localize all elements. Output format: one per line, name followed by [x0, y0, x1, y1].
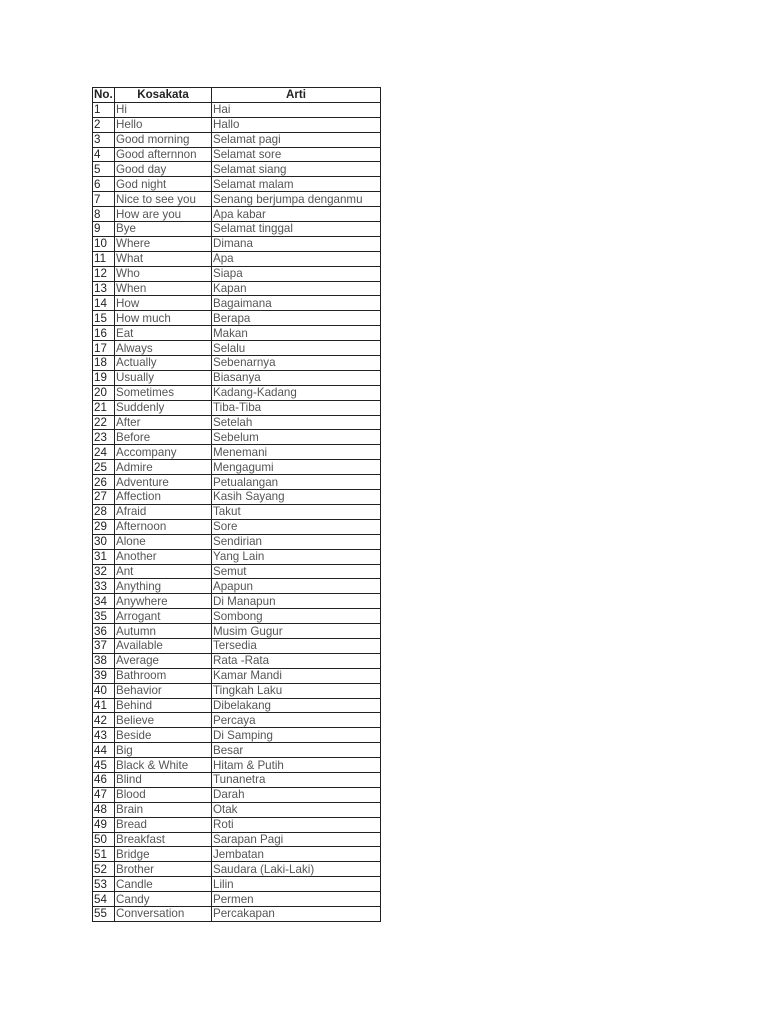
row-number: 53 — [93, 877, 115, 892]
row-number: 21 — [93, 400, 115, 415]
kosakata-cell: Always — [115, 341, 212, 356]
row-number: 29 — [93, 519, 115, 534]
arti-cell: Kadang-Kadang — [212, 385, 381, 400]
row-number: 46 — [93, 772, 115, 787]
vocabulary-sheet — [92, 87, 381, 922]
kosakata-cell: Another — [115, 549, 212, 564]
arti-cell: Apa kabar — [212, 207, 381, 222]
row-number: 10 — [93, 236, 115, 251]
kosakata-cell: Actually — [115, 356, 212, 371]
table-row — [93, 430, 381, 445]
row-number: 39 — [93, 668, 115, 683]
kosakata-cell: Big — [115, 743, 212, 758]
row-number: 33 — [93, 579, 115, 594]
table-row — [93, 207, 381, 222]
table-row — [93, 594, 381, 609]
row-number: 5 — [93, 162, 115, 177]
table-row — [93, 847, 381, 862]
arti-cell: Biasanya — [212, 370, 381, 385]
arti-cell: Apa — [212, 251, 381, 266]
arti-cell: Di Samping — [212, 728, 381, 743]
kosakata-cell: Behavior — [115, 683, 212, 698]
row-number: 14 — [93, 296, 115, 311]
arti-cell: Selamat siang — [212, 162, 381, 177]
arti-cell: Sore — [212, 519, 381, 534]
table-row — [93, 534, 381, 549]
kosakata-cell: Candy — [115, 892, 212, 907]
arti-cell: Setelah — [212, 415, 381, 430]
table-row — [93, 743, 381, 758]
table-row — [93, 758, 381, 773]
arti-cell: Di Manapun — [212, 594, 381, 609]
arti-cell: Hai — [212, 102, 381, 117]
table-row — [93, 475, 381, 490]
arti-cell: Permen — [212, 892, 381, 907]
row-number: 6 — [93, 177, 115, 192]
kosakata-cell: Good day — [115, 162, 212, 177]
table-row — [93, 311, 381, 326]
table-row — [93, 370, 381, 385]
arti-cell: Kapan — [212, 281, 381, 296]
arti-cell: Makan — [212, 326, 381, 341]
row-number: 17 — [93, 341, 115, 356]
table-row — [93, 713, 381, 728]
table-row — [93, 132, 381, 147]
row-number: 2 — [93, 117, 115, 132]
table-row — [93, 906, 381, 921]
row-number: 8 — [93, 207, 115, 222]
kosakata-cell: Where — [115, 236, 212, 251]
table-row — [93, 341, 381, 356]
kosakata-cell: Alone — [115, 534, 212, 549]
kosakata-cell: How much — [115, 311, 212, 326]
kosakata-cell: Arrogant — [115, 609, 212, 624]
kosakata-cell: Hello — [115, 117, 212, 132]
table-row — [93, 817, 381, 832]
table-row — [93, 162, 381, 177]
table-row — [93, 192, 381, 207]
table-row — [93, 222, 381, 237]
table-row — [93, 832, 381, 847]
row-number: 40 — [93, 683, 115, 698]
row-number: 4 — [93, 147, 115, 162]
table-row — [93, 460, 381, 475]
row-number: 7 — [93, 192, 115, 207]
arti-cell: Takut — [212, 504, 381, 519]
kosakata-cell: God night — [115, 177, 212, 192]
table-row — [93, 787, 381, 802]
arti-cell: Petualangan — [212, 475, 381, 490]
kosakata-cell: Bathroom — [115, 668, 212, 683]
row-number: 50 — [93, 832, 115, 847]
arti-cell: Percaya — [212, 713, 381, 728]
kosakata-cell: Average — [115, 653, 212, 668]
table-row — [93, 117, 381, 132]
arti-cell: Selamat sore — [212, 147, 381, 162]
arti-cell: Sebelum — [212, 430, 381, 445]
table-row — [93, 877, 381, 892]
arti-cell: Kasih Sayang — [212, 490, 381, 505]
kosakata-cell: Candle — [115, 877, 212, 892]
arti-cell: Sarapan Pagi — [212, 832, 381, 847]
arti-cell: Selalu — [212, 341, 381, 356]
column-header-arti: Arti — [212, 88, 381, 103]
arti-cell: Semut — [212, 564, 381, 579]
row-number: 42 — [93, 713, 115, 728]
arti-cell: Besar — [212, 743, 381, 758]
kosakata-cell: Behind — [115, 698, 212, 713]
table-row — [93, 638, 381, 653]
row-number: 12 — [93, 266, 115, 281]
table-row — [93, 698, 381, 713]
row-number: 38 — [93, 653, 115, 668]
table-row — [93, 653, 381, 668]
table-body — [93, 102, 381, 921]
row-number: 55 — [93, 906, 115, 921]
row-number: 36 — [93, 624, 115, 639]
row-number: 26 — [93, 475, 115, 490]
row-number: 20 — [93, 385, 115, 400]
arti-cell: Sombong — [212, 609, 381, 624]
table-row — [93, 802, 381, 817]
arti-cell: Yang Lain — [212, 549, 381, 564]
kosakata-cell: Eat — [115, 326, 212, 341]
table-row — [93, 892, 381, 907]
row-number: 43 — [93, 728, 115, 743]
arti-cell: Dibelakang — [212, 698, 381, 713]
kosakata-cell: Autumn — [115, 624, 212, 639]
kosakata-cell: Suddenly — [115, 400, 212, 415]
table-row — [93, 504, 381, 519]
arti-cell: Berapa — [212, 311, 381, 326]
arti-cell: Sebenarnya — [212, 356, 381, 371]
kosakata-cell: Accompany — [115, 445, 212, 460]
table-row — [93, 326, 381, 341]
arti-cell: Kamar Mandi — [212, 668, 381, 683]
row-number: 25 — [93, 460, 115, 475]
arti-cell: Otak — [212, 802, 381, 817]
kosakata-cell: What — [115, 251, 212, 266]
arti-cell: Hallo — [212, 117, 381, 132]
kosakata-cell: Before — [115, 430, 212, 445]
kosakata-cell: How are you — [115, 207, 212, 222]
table-row — [93, 400, 381, 415]
table-row — [93, 549, 381, 564]
kosakata-cell: Affection — [115, 490, 212, 505]
kosakata-cell: Admire — [115, 460, 212, 475]
table-row — [93, 266, 381, 281]
row-number: 44 — [93, 743, 115, 758]
arti-cell: Selamat pagi — [212, 132, 381, 147]
row-number: 15 — [93, 311, 115, 326]
kosakata-cell: Bread — [115, 817, 212, 832]
arti-cell: Percakapan — [212, 906, 381, 921]
table-row — [93, 683, 381, 698]
table-row — [93, 624, 381, 639]
table-row — [93, 668, 381, 683]
table-row — [93, 519, 381, 534]
arti-cell: Menemani — [212, 445, 381, 460]
row-number: 49 — [93, 817, 115, 832]
kosakata-cell: When — [115, 281, 212, 296]
table-row — [93, 356, 381, 371]
table-row — [93, 385, 381, 400]
arti-cell: Tersedia — [212, 638, 381, 653]
table-row — [93, 490, 381, 505]
row-number: 23 — [93, 430, 115, 445]
table-row — [93, 772, 381, 787]
table-row — [93, 415, 381, 430]
kosakata-cell: How — [115, 296, 212, 311]
kosakata-cell: Ant — [115, 564, 212, 579]
kosakata-cell: Brother — [115, 862, 212, 877]
table-row — [93, 564, 381, 579]
table-row — [93, 609, 381, 624]
arti-cell: Lilin — [212, 877, 381, 892]
arti-cell: Rata -Rata — [212, 653, 381, 668]
table-header-row — [93, 88, 381, 103]
kosakata-cell: Bridge — [115, 847, 212, 862]
row-number: 28 — [93, 504, 115, 519]
row-number: 1 — [93, 102, 115, 117]
row-number: 30 — [93, 534, 115, 549]
kosakata-cell: Adventure — [115, 475, 212, 490]
table-row — [93, 296, 381, 311]
arti-cell: Tiba-Tiba — [212, 400, 381, 415]
kosakata-cell: Available — [115, 638, 212, 653]
kosakata-cell: Good morning — [115, 132, 212, 147]
kosakata-cell: Usually — [115, 370, 212, 385]
row-number: 51 — [93, 847, 115, 862]
arti-cell: Tingkah Laku — [212, 683, 381, 698]
kosakata-cell: Hi — [115, 102, 212, 117]
arti-cell: Darah — [212, 787, 381, 802]
row-number: 31 — [93, 549, 115, 564]
table-row — [93, 281, 381, 296]
table-row — [93, 177, 381, 192]
arti-cell: Sendirian — [212, 534, 381, 549]
row-number: 41 — [93, 698, 115, 713]
arti-cell: Siapa — [212, 266, 381, 281]
kosakata-cell: Beside — [115, 728, 212, 743]
table-row — [93, 236, 381, 251]
arti-cell: Bagaimana — [212, 296, 381, 311]
arti-cell: Mengagumi — [212, 460, 381, 475]
table-row — [93, 102, 381, 117]
kosakata-cell: Believe — [115, 713, 212, 728]
table-row — [93, 147, 381, 162]
row-number: 19 — [93, 370, 115, 385]
arti-cell: Dimana — [212, 236, 381, 251]
row-number: 13 — [93, 281, 115, 296]
table-row — [93, 445, 381, 460]
kosakata-cell: Conversation — [115, 906, 212, 921]
arti-cell: Apapun — [212, 579, 381, 594]
row-number: 35 — [93, 609, 115, 624]
arti-cell: Musim Gugur — [212, 624, 381, 639]
row-number: 48 — [93, 802, 115, 817]
row-number: 52 — [93, 862, 115, 877]
kosakata-cell: Black & White — [115, 758, 212, 773]
kosakata-cell: Good afternnon — [115, 147, 212, 162]
kosakata-cell: Bye — [115, 222, 212, 237]
kosakata-cell: Breakfast — [115, 832, 212, 847]
arti-cell: Senang berjumpa denganmu — [212, 192, 381, 207]
kosakata-cell: Brain — [115, 802, 212, 817]
kosakata-cell: After — [115, 415, 212, 430]
table-row — [93, 728, 381, 743]
kosakata-cell: Anywhere — [115, 594, 212, 609]
arti-cell: Hitam & Putih — [212, 758, 381, 773]
vocabulary-table — [92, 87, 381, 922]
column-header-no: No. — [94, 88, 113, 102]
row-number: 18 — [93, 356, 115, 371]
row-number: 3 — [93, 132, 115, 147]
column-header-kosakata: Kosakata — [115, 88, 212, 103]
row-number: 24 — [93, 445, 115, 460]
row-number: 54 — [93, 892, 115, 907]
kosakata-cell: Anything — [115, 579, 212, 594]
kosakata-cell: Blood — [115, 787, 212, 802]
row-number: 34 — [93, 594, 115, 609]
kosakata-cell: Nice to see you — [115, 192, 212, 207]
arti-cell: Selamat tinggal — [212, 222, 381, 237]
row-number: 27 — [93, 490, 115, 505]
table-row — [93, 579, 381, 594]
arti-cell: Saudara (Laki-Laki) — [212, 862, 381, 877]
row-number: 47 — [93, 787, 115, 802]
kosakata-cell: Blind — [115, 772, 212, 787]
table-row — [93, 251, 381, 266]
row-number: 16 — [93, 326, 115, 341]
row-number: 45 — [93, 758, 115, 773]
table-row — [93, 862, 381, 877]
kosakata-cell: Who — [115, 266, 212, 281]
arti-cell: Selamat malam — [212, 177, 381, 192]
row-number: 9 — [93, 222, 115, 237]
kosakata-cell: Sometimes — [115, 385, 212, 400]
kosakata-cell: Afraid — [115, 504, 212, 519]
row-number: 22 — [93, 415, 115, 430]
arti-cell: Roti — [212, 817, 381, 832]
arti-cell: Tunanetra — [212, 772, 381, 787]
kosakata-cell: Afternoon — [115, 519, 212, 534]
row-number: 11 — [93, 251, 115, 266]
arti-cell: Jembatan — [212, 847, 381, 862]
row-number: 37 — [93, 638, 115, 653]
row-number: 32 — [93, 564, 115, 579]
